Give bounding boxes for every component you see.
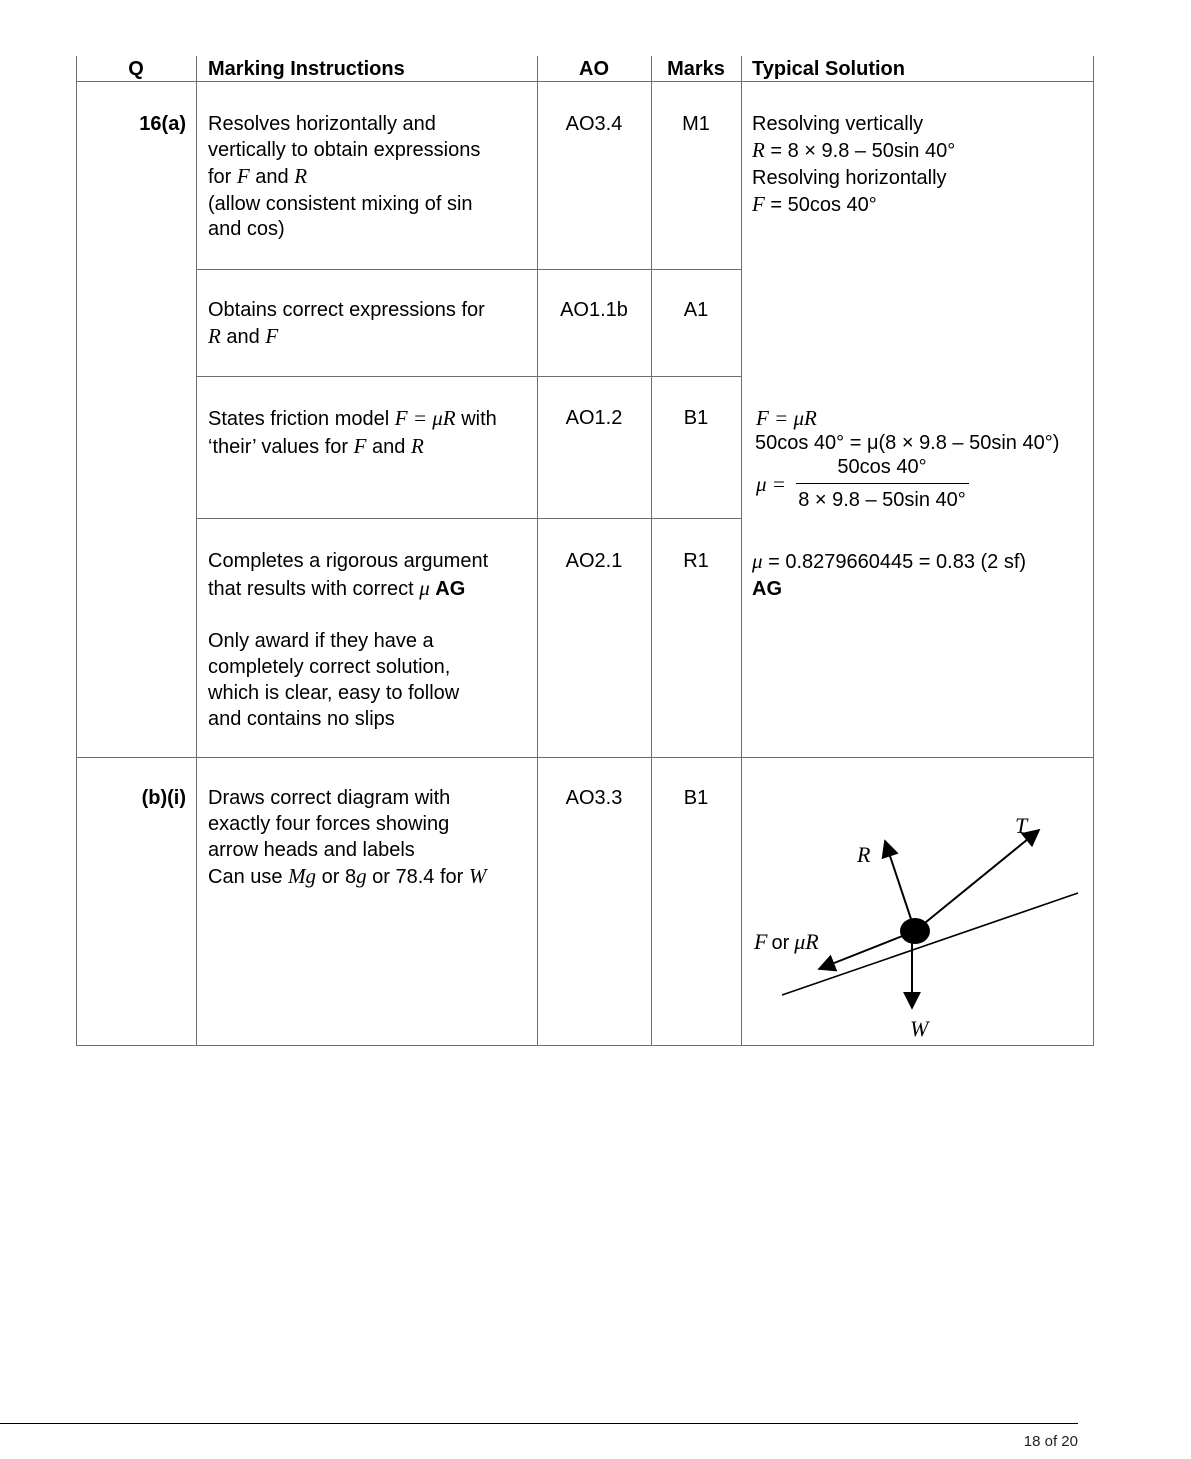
- solution-friction-equation: 50cos 40° = μ(8 × 9.8 – 50sin 40°): [755, 432, 1060, 454]
- row1-marks: M1: [682, 113, 710, 135]
- row2-ao: AO1.1b: [560, 299, 628, 321]
- label-T: T: [1015, 813, 1028, 838]
- solution-ag: AG: [752, 578, 782, 600]
- row-line-4: [76, 757, 1094, 758]
- question-number-b-i: (b)(i): [141, 787, 186, 809]
- row4-instr-line4: completely correct solution,: [208, 656, 451, 678]
- row5-instr-line2: exactly four forces showing: [208, 813, 450, 835]
- row5-instr-line3: arrow heads and labels: [208, 839, 415, 861]
- row5-instr-line1: Draws correct diagram with: [208, 787, 451, 809]
- row4-instr-line5: which is clear, easy to follow: [208, 682, 460, 704]
- row3-ao: AO1.2: [565, 407, 623, 429]
- page-number: 18 of 20: [1023, 1433, 1078, 1450]
- particle: [900, 918, 930, 944]
- row4-instr-line3: Only award if they have a: [208, 630, 434, 652]
- table-border-left: [76, 56, 77, 1046]
- header-q: Q: [128, 58, 144, 80]
- row1-ao: AO3.4: [565, 113, 623, 135]
- row2-instr-line2: R and F: [208, 324, 279, 348]
- row4-ao: AO2.1: [565, 550, 623, 572]
- header-solution: Typical Solution: [752, 58, 905, 80]
- row3-marks: B1: [683, 407, 709, 429]
- question-number-16a: 16(a): [139, 113, 186, 135]
- row2-marks: A1: [683, 299, 709, 321]
- force-diagram: [742, 790, 1092, 1042]
- label-R: R: [857, 842, 871, 867]
- solution-mu-lhs: μ =: [756, 472, 786, 496]
- row1-instr-line5: and cos): [208, 218, 285, 240]
- row4-instr-line2: that results with correct μ AG: [208, 576, 466, 600]
- header-marks: Marks: [667, 58, 725, 80]
- table-border-right: [1093, 56, 1094, 1046]
- solution-fraction-bar: [796, 483, 969, 484]
- tension-arrow: [915, 830, 1039, 931]
- label-W: W: [910, 1016, 929, 1041]
- row2-instr-line1: Obtains correct expressions for: [208, 299, 485, 321]
- row4-marks: R1: [683, 550, 709, 572]
- table-bottom-line: [76, 1045, 1094, 1046]
- row4-instr-line1: Completes a rigorous argument: [208, 550, 489, 572]
- solution-mu-denominator: 8 × 9.8 – 50sin 40°: [798, 489, 966, 511]
- row1-instr-line4: (allow consistent mixing of sin: [208, 193, 473, 215]
- row5-instr-line4: Can use Mg or 8g or 78.4 for W: [208, 864, 487, 888]
- label-friction: F or μR: [754, 929, 819, 954]
- solution-friction-model: F = μR: [756, 406, 817, 430]
- row1-instr-line1: Resolves horizontally and: [208, 113, 436, 135]
- solution-mu-numerator: 50cos 40°: [837, 456, 927, 478]
- solution-R-expression: R = 8 × 9.8 – 50sin 40°: [752, 138, 956, 162]
- footer-rule: [0, 1423, 1078, 1424]
- solution-resolving-vertically: Resolving vertically: [752, 113, 924, 135]
- row1-instr-line2: vertically to obtain expressions: [208, 139, 481, 161]
- header-instructions: Marking Instructions: [208, 58, 405, 80]
- table-divider-q: [196, 56, 197, 1046]
- row5-ao: AO3.3: [565, 787, 623, 809]
- inclined-plane-line: [782, 893, 1078, 995]
- solution-resolving-horizontally: Resolving horizontally: [752, 167, 947, 189]
- row1-instr-line3: for F and R: [208, 164, 308, 188]
- row3-instr-line1: States friction model F = μR with: [208, 406, 497, 430]
- friction-arrow: [819, 931, 915, 969]
- row3-instr-line2: ‘their’ values for F and R: [208, 434, 424, 458]
- row5-marks: B1: [683, 787, 709, 809]
- header-ao: AO: [579, 58, 609, 80]
- solution-mu-value: μ = 0.8279660445 = 0.83 (2 sf): [752, 549, 1027, 573]
- row-line-1: [196, 269, 742, 270]
- solution-F-expression: F = 50cos 40°: [752, 192, 877, 216]
- normal-reaction-arrow: [885, 841, 915, 931]
- row4-instr-line6: and contains no slips: [208, 708, 395, 730]
- row-line-3: [196, 518, 742, 519]
- row-line-2: [196, 376, 742, 377]
